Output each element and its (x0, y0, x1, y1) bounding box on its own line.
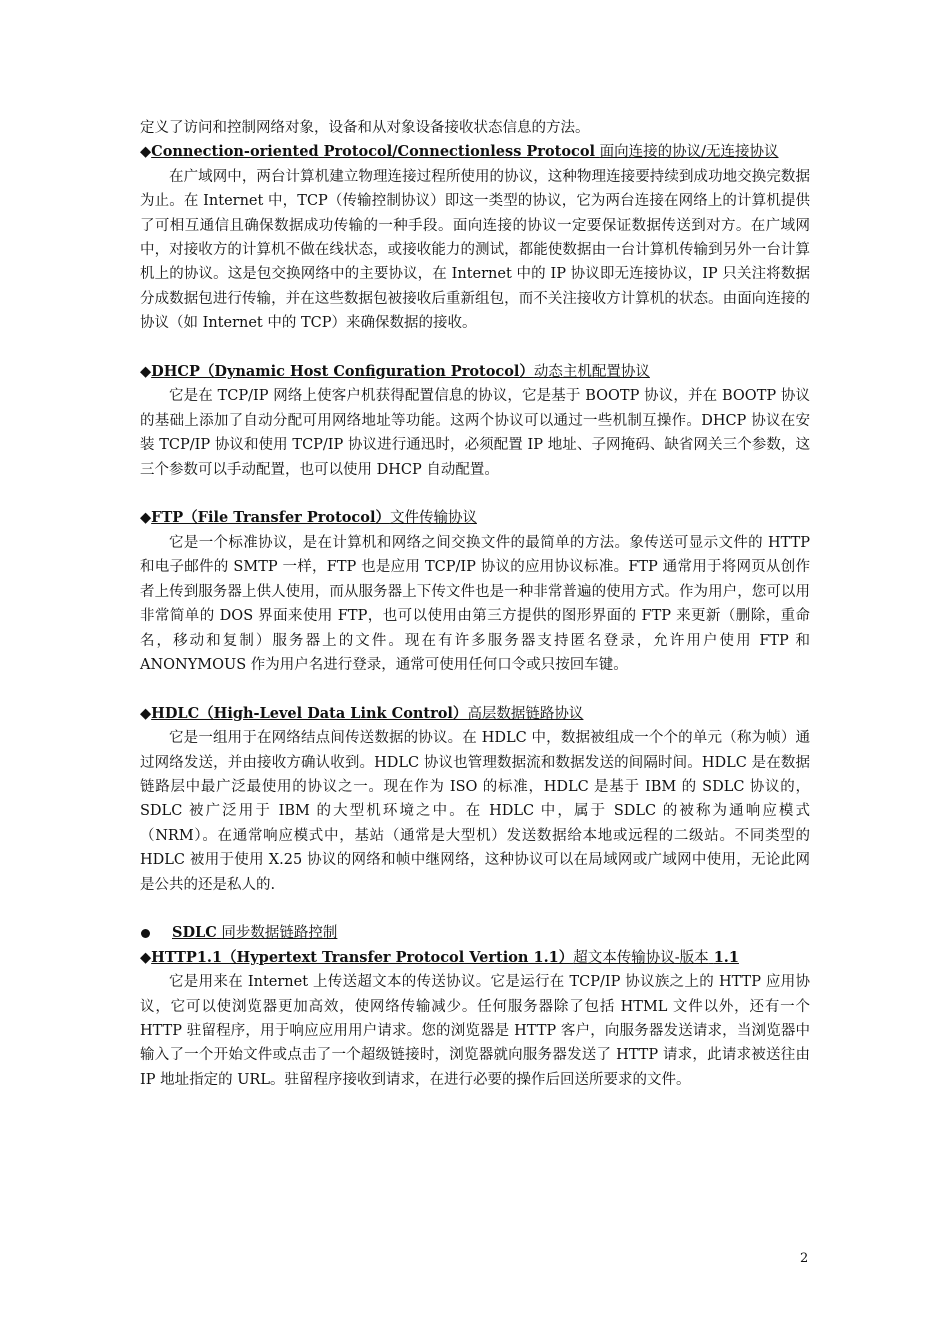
round-bullet-icon (141, 929, 150, 938)
bullet-title: SDLC (172, 924, 217, 942)
diamond-bullet-icon: ◆ (140, 363, 152, 381)
section-body-http: 它是用来在 Internet 上传送超文本的传送协议。它是运行在 TCP/IP 协议族之上的 HTTP 应用协议，它可以使浏览器更加高效，使网络传输减少。任何服务器除了包括 HTML 文件以外，还有一个 HTTP 驻留程序，用于响应应用用户请求。您的浏览器是 HTTP 客户，向服务器发送请求，当浏览器中输入了一个开始文件或点击了一个超级链接时，浏览器就向服务器发送了 HTTP 请求，此请求被送往由 IP 地址指定的 URL。驻留程序接收到请求，在进行必要的操作后回送所要求的文件。 (140, 974, 810, 1088)
section-title: FTP（File Transfer Protocol） (151, 509, 390, 527)
section-title-version: 1.1 (713, 948, 739, 966)
paragraph-gap (140, 897, 810, 921)
section-heading-ftp (140, 506, 810, 530)
diamond-bullet-icon: ◆ (140, 509, 152, 527)
section-title: Connection-oriented Protocol/Connectionless Protocol (151, 143, 595, 161)
bullet-title-cn: 同步数据链路控制 (221, 925, 338, 942)
section-title-cn: 超文本传输协议-版本 (573, 949, 709, 966)
section-title: DHCP（Dynamic Host Configuration Protocol） (151, 363, 534, 381)
paragraph-gap (140, 677, 810, 701)
section-title: HTTP1.1（Hypertext Transfer Protocol Vertion 1.1） (151, 948, 574, 966)
section-title-cn: 文件传输协议 (389, 510, 477, 527)
section-body-ftp: 它是一个标准协议，是在计算机和网络之间交换文件的最简单的方法。象传送可显示文件的 HTTP 和电子邮件的 SMTP 一样，FTP 也是应用 TCP/IP 协议的应用协议标准。FTP 通常用于将网页从创作者上传到服务器上供人使用，而从服务器上下传文件也是一种非常普遍的使用方式。作为用户，您可以用非常简单的 DOS 界面来使用 FTP，也可以使用由第三方提供的图形界面的 FTP 来更新（删除，重命名，移动和复制）服务器上的文件。现在有许多服务器支持匿名登录，允许用户使用 FTP 和 ANONYMOUS 作为用户名进行登录，通常可使用任何口令或只按回车键。 (140, 534, 810, 673)
intro-paragraph-tail: 定义了访问和控制网络对象，设备和从对象设备接收状态信息的方法。 (140, 120, 590, 136)
page-content (140, 116, 810, 1092)
section-title-cn: 面向连接的协议/无连接协议 (599, 144, 779, 161)
paragraph-gap (140, 336, 810, 360)
section-title: HDLC（High-Level Data Link Control） (151, 704, 468, 722)
diamond-bullet-icon: ◆ (140, 143, 152, 161)
bullet-item-sdlc (140, 921, 810, 945)
diamond-bullet-icon: ◆ (140, 704, 152, 722)
section-body-dhcp: 它是在 TCP/IP 网络上使客户机获得配置信息的协议，它是基于 BOOTP 协议，并在 BOOTP 协议的基础上添加了自动分配可用网络地址等功能。这两个协议可以通过一些机制互操作。DHCP 协议在安装 TCP/IP 协议和使用 TCP/IP 协议进行通迅时，必须配置 IP 地址、子网掩码、缺省网关三个参数，这三个参数可以手动配置，也可以使用 DHCP 自动配置。 (140, 388, 810, 478)
section-heading-connection-protocol (140, 140, 810, 164)
section-body-connection-protocol: 在广域网中，两台计算机建立物理连接过程所使用的协议，这种物理连接要持续到成功地交换完数据为止。在 Internet 中，TCP（传输控制协议）即这一类型的协议，它为两台连接在网络上的计算机提供了可相互通信且确保数据成功传输的一种手段。面向连接的协议一定要保证数据传送到对方。在广域网中，对接收方的计算机不做在线状态，或接收能力的测试，都能使数据由一台计算机传输到另外一台计算机上的协议。这是包交换网络中的主要协议，在 Internet 中的 IP 协议即无连接协议，IP 只关注将数据分成数据包进行传输，并在这些数据包被接收后重新组包，而不关注接收方计算机的状态。由面向连接的协议（如 Internet 中的 TCP）来确保数据的接收。 (140, 168, 810, 332)
section-body-hdlc: 它是一组用于在网络结点间传送数据的协议。在 HDLC 中，数据被组成一个个的单元（称为帧）通过网络发送，并由接收方确认收到。HDLC 协议也管理数据流和数据发送的间隔时间。HDLC 是在数据链路层中最广泛最使用的协议之一。现在作为 ISO 的标准，HDLC 是基于 IBM 的 SDLC 协议的，SDLC 被广泛用于 IBM 的大型机环境之中。在 HDLC 中，属于 SDLC 的被称为通响应模式（NRM）。在通常响应模式中，基站（通常是大型机）发送数据给本地或远程的二级站。不同类型的 HDLC 被用于使用 X.25 协议的网络和帧中继网络，这种协议可以在局域网或广域网中使用，无论此网是公共的还是私人的. (140, 730, 810, 893)
section-heading-http (140, 946, 810, 970)
section-title-cn: 高层数据链路协议 (467, 705, 584, 722)
diamond-bullet-icon: ◆ (140, 948, 152, 966)
page-number: 2 (800, 1251, 809, 1266)
section-title-cn: 动态主机配置协议 (533, 364, 650, 381)
paragraph-gap (140, 482, 810, 506)
section-heading-hdlc (140, 702, 810, 726)
section-heading-dhcp (140, 360, 810, 384)
